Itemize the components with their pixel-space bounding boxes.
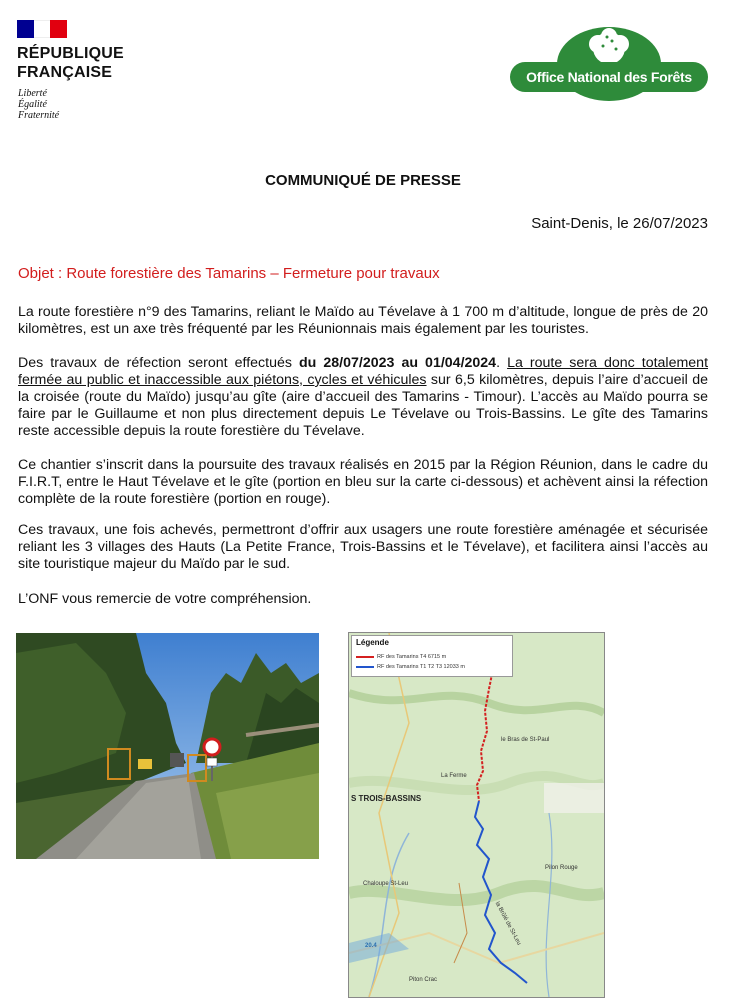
p2-dates: du 28/07/2023 au 01/04/2024 — [299, 355, 497, 371]
p2-text-b: . — [496, 355, 508, 371]
paragraph-2 — [18, 355, 708, 440]
map-label: La Ferme — [441, 773, 467, 779]
map-label: 20.4 — [365, 943, 377, 949]
legend-red-label: RF des Tamarins T4 6715 m — [377, 654, 447, 660]
legend-red-row — [356, 654, 446, 660]
legend-blue-label: RF des Tamarins T1 T2 T3 12033 m — [377, 664, 465, 670]
legend-red-swatch — [356, 656, 374, 658]
road-closure-photo — [16, 633, 319, 859]
paragraph-1: La route forestière n°9 des Tamarins, reliant le Maïdo au Tévelave à 1 700 m d’altitude, longue de près de 20 kilomètres, est un axe très fréquenté par les Réunionnais mais également par les touristes. — [18, 304, 708, 337]
rf-title-line2: FRANÇAISE — [17, 64, 113, 81]
republique-francaise-flag — [17, 20, 67, 38]
document-heading: COMMUNIQUÉ DE PRESSE — [265, 172, 461, 189]
motto-fraternite: Fraternité — [18, 110, 60, 121]
map-town-label: S TROIS-BASSINS — [351, 794, 422, 803]
route-map — [348, 632, 605, 998]
map-label: la Brûlé de St-Leu — [493, 901, 522, 947]
p2-text-c: sur 6,5 kilomètres, depuis l’aire d’accueil de la croisée (route du Maïdo) jusqu’au gîte (aire d’accueil des Tamarins - Timour). L’accès au Maïdo pourra se faire par le Guillaume et non plus directement depuis Le Tévelave ou Trois-Bassins. Le gîte des Tamarins reste accessible depuis la route forestière du Tévelave. — [18, 372, 708, 439]
dateline: Saint-Denis, le 26/07/2023 — [531, 215, 708, 232]
subject-line: Objet : Route forestière des Tamarins – Fermeture pour travaux — [18, 265, 440, 282]
map-label: Chaloupe St-Leu — [363, 881, 409, 887]
map-legend — [351, 635, 513, 677]
map-terrain — [349, 633, 604, 997]
map-label: le Bras de St-Paul — [501, 737, 550, 743]
republique-francaise-title — [17, 44, 124, 82]
map-label: Piton Crac — [409, 977, 438, 983]
legend-title: Légende — [356, 638, 389, 647]
map-label: Pilon Rouge — [545, 865, 578, 871]
p2-text-a: Des travaux de réfection seront effectués — [18, 355, 300, 371]
motto-liberte: Liberté — [18, 88, 47, 99]
paragraph-3: Ce chantier s’inscrit dans la poursuite des travaux réalisés en 2015 par la Région Réunion, dans le cadre du F.I.R.T, entre le Haut Tévelave et le gîte (portion en bleu sur la carte ci-dessous) et achèvent ainsi la réfection complète de la route forestière (portion en rouge). — [18, 457, 708, 507]
legend-blue-swatch — [356, 666, 374, 668]
rf-title-line1: RÉPUBLIQUE — [17, 45, 124, 62]
paragraph-5: L’ONF vous remercie de votre compréhension. — [18, 591, 312, 607]
republique-francaise-motto — [18, 88, 59, 121]
p2-closure-notice: La route sera donc totalement fermée au public et inaccessible aux piétons, cycles et véhicules — [18, 355, 709, 388]
legend-blue-row — [356, 664, 465, 670]
motto-egalite: Égalité — [18, 99, 47, 110]
onf-logo-text: Office National des Forêts — [510, 62, 708, 92]
paragraph-4: Ces travaux, une fois achevés, permettront d’offrir aux usagers une route forestière aménagée et sécurisée reliant les 3 villages des Hauts (La Petite France, Trois-Bassins et le Tévelave), et facilitera ainsi l’accès au site touristique majeur du Maïdo par le sud. — [18, 522, 708, 572]
